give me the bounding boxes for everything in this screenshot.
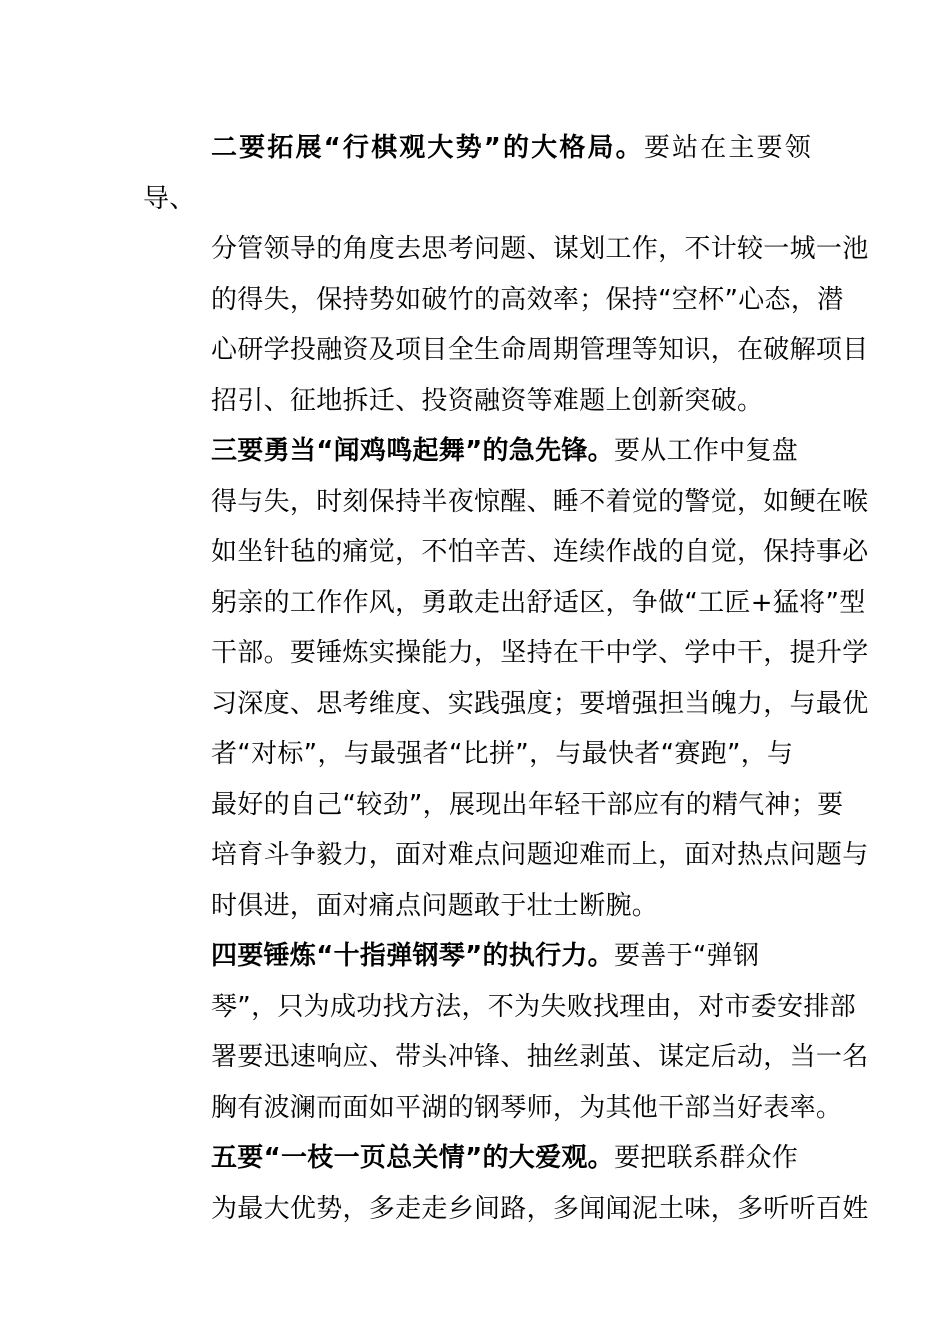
paragraph-text: 心研学投融资及项目全生命周期管理等知识，在破解项目	[211, 335, 869, 365]
paragraph-4	[143, 931, 869, 1133]
paragraph-text: 者“对标”，与最强者“比拼”，与最快者“赛跑”，与	[211, 739, 794, 769]
paragraph-heading: 五要“一枝一页总关情”的大爱观。	[211, 1143, 614, 1173]
paragraph-2	[143, 123, 869, 426]
paragraph-text: 最好的自己“较劲”，展现出年轻干部应有的精气神；要	[211, 789, 844, 820]
paragraph-heading: 二要拓展“行棋观大势”的大格局。	[211, 133, 644, 163]
paragraph-text: 得与失，时刻保持半夜惊醒、睡不着觉的警觉，如鲠在喉	[211, 486, 869, 517]
paragraph-text: 要从工作中复盘	[613, 436, 799, 466]
paragraph-text: 习深度、思考维度、实践强度；要增强担当魄力，与最优	[211, 688, 869, 719]
paragraph-text: 培育斗争毅力，面对难点问题迎难而上，面对热点问题与	[211, 840, 869, 870]
document-body	[143, 123, 869, 1234]
paragraph-text: 躬亲的工作作风，勇敢走出舒适区，争做“工匠+猛将”型	[211, 587, 866, 618]
paragraph-text: 干部。要锤炼实操能力，坚持在干中学、学中干，提升学	[211, 638, 869, 668]
paragraph-text: 要善于“弹钢	[613, 941, 760, 971]
paragraph-text: 为最大优势，多走走乡间路，多闻闻泥土味，多听听百姓	[211, 1193, 869, 1224]
paragraph-text: 的得失，保持势如破竹的高效率；保持“空杯”心态，潜	[211, 284, 844, 315]
paragraph-text: 时俱进，面对痛点问题敢于壮士断腕。	[211, 890, 659, 921]
paragraph-heading: 三要勇当“闻鸡鸣起舞”的急先锋。	[211, 436, 614, 466]
paragraph-text: 如坐针毡的痛觉，不怕辛苦、连续作战的自觉，保持事必	[211, 537, 869, 567]
paragraph-text: 招引、征地拆迁、投资融资等难题上创新突破。	[211, 385, 764, 416]
paragraph-text: 分管领导的角度去思考问题、谋划工作，不计较一城一池	[211, 234, 869, 264]
paragraph-text: 要站在主要领导、	[143, 133, 811, 214]
paragraph-text: 胸有波澜而面如平湖的钢琴师，为其他干部当好表率。	[211, 1092, 843, 1123]
paragraph-text: 琴”，只为成功找方法，不为失败找理由，对市委安排部	[211, 991, 856, 1022]
paragraph-heading: 四要锤炼“十指弹钢琴”的执行力。	[211, 941, 614, 971]
paragraph-text: 要把联系群众作	[613, 1143, 799, 1173]
paragraph-3	[143, 426, 869, 931]
paragraph-5	[143, 1133, 869, 1234]
paragraph-text: 署要迅速响应、带头冲锋、抽丝剥茧、谋定后动，当一名	[211, 1042, 869, 1072]
